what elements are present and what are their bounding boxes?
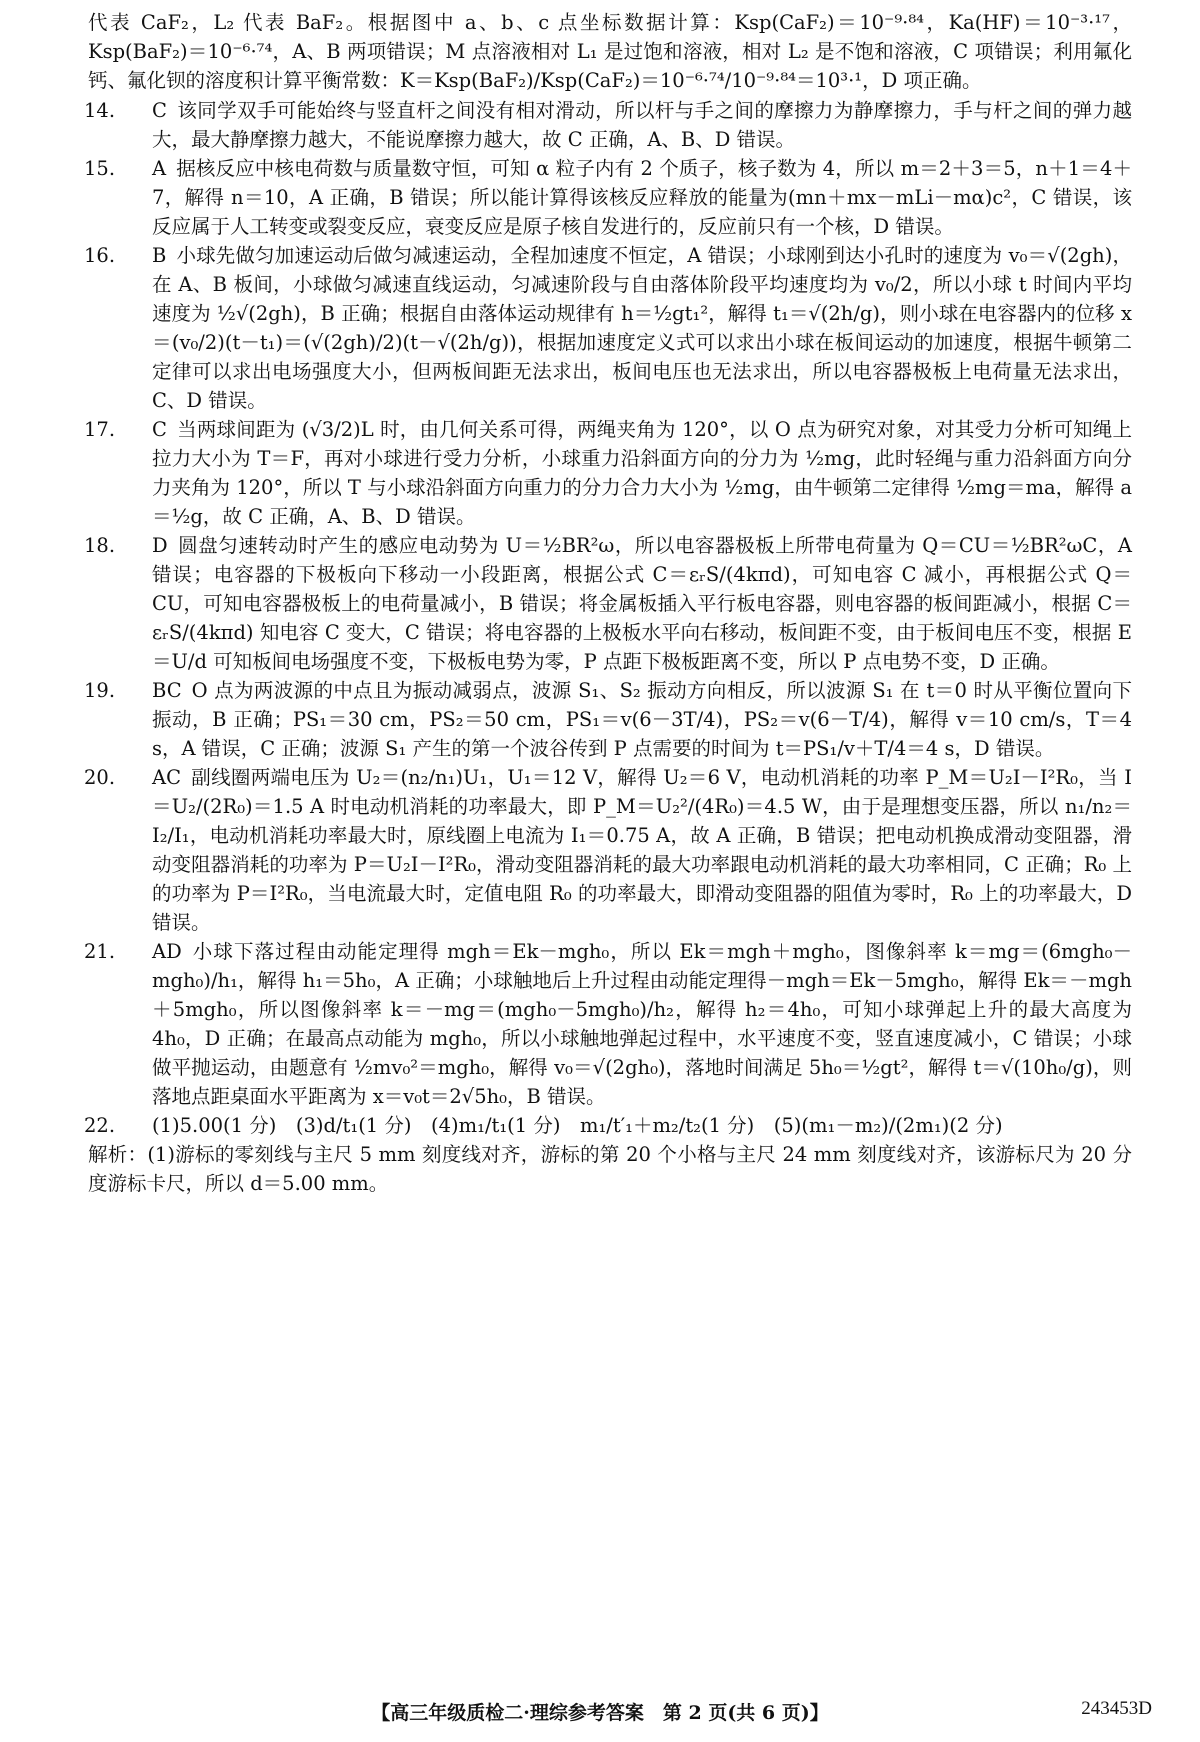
- item-text: 据核反应中核电荷数与质量数守恒，可知 α 粒子内有 2 个质子，核子数为 4，所以 m＝2＋3＝5，n＋1＝4＋7，解得 n＝10，A 正确，B 错误；所以能计算得该核反应释放的能量为(mn＋mx－mLi－mα)c²，C 错误，该反应属于人工转变或裂变反应，衰变反应是原子核自发进行的，反应前只有一个核，D 错误。: [152, 157, 1132, 238]
- answer-item-20: [84, 763, 1132, 937]
- answer-item-19: [84, 676, 1132, 763]
- item-body: [152, 154, 1132, 241]
- item-body: [152, 937, 1132, 1111]
- item-number: 15.: [84, 157, 116, 180]
- answer-item-14: [84, 96, 1132, 154]
- item-number: 19.: [84, 679, 116, 702]
- item-answer: AC: [152, 766, 182, 789]
- intro-paragraph: 代表 CaF₂，L₂ 代表 BaF₂。根据图中 a、b、c 点坐标数据计算：Ksp(CaF₂)＝10⁻⁹·⁸⁴，Ka(HF)＝10⁻³·¹⁷，Ksp(BaF₂)＝10⁻⁶·⁷⁴，A、B 两项错误；M 点溶液相对 L₁ 是过饱和溶液，相对 L₂ 是不饱和溶液，C 项错误；利用氟化钙、氟化钡的溶度积计算平衡常数：K＝Ksp(BaF₂)/Ksp(CaF₂)＝10⁻⁶·⁷⁴/10⁻⁹·⁸⁴＝10³·¹，D 项正确。: [88, 11, 1132, 92]
- item-text: 该同学双手可能始终与竖直杆之间没有相对滑动，所以杆与手之间的摩擦力为静摩擦力，手与杆之间的弹力越大，最大静摩擦力越大，不能说摩擦力越大，故 C 正确，A、B、D 错误。: [152, 99, 1132, 151]
- item-number: 21.: [84, 940, 116, 963]
- item-answer: B: [152, 244, 167, 267]
- item-body: [152, 676, 1132, 763]
- answer-item-21: [84, 937, 1132, 1111]
- footer-code: 243453D: [1081, 1698, 1152, 1719]
- item-body: [152, 96, 1132, 154]
- analysis-paragraph: 解析：(1)游标的零刻线与主尺 5 mm 刻度线对齐，游标的第 20 个小格与主尺 24 mm 刻度线对齐，该游标尺为 20 分度游标卡尺，所以 d＝5.00 mm。: [88, 1143, 1132, 1195]
- item-answer: C: [152, 99, 167, 122]
- item-text: 当两球间距为 (√3/2)L 时，由几何关系可得，两绳夹角为 120°，以 O 点为研究对象，对其受力分析可知绳上拉力大小为 T＝F，再对小球进行受力分析，小球重力沿斜面方向的分力为 ½mg，此时轻绳与重力沿斜面方向分力夹角为 120°，所以 T 与小球沿斜面方向重力的分力合力大小为 ½mg，由牛顿第二定律得 ½mg＝ma，解得 a＝½g，故 C 正确，A、B、D 错误。: [152, 418, 1132, 528]
- item-text: O 点为两波源的中点且为振动减弱点，波源 S₁、S₂ 振动方向相反，所以波源 S₁ 在 t＝0 时从平衡位置向下振动，B 正确；PS₁＝30 cm，PS₂＝50 cm，PS₁＝v(6－3T/4)，PS₂＝v(6－T/4)，解得 v＝10 cm/s，T＝4 s，A 错误，C 正确；波源 S₁ 产生的第一个波谷传到 P 点需要的时间为 t＝PS₁/v＋T/4＝4 s，D 错误。: [152, 679, 1132, 760]
- item-number: 18.: [84, 534, 116, 557]
- item-body: [152, 415, 1132, 531]
- item-number: 20.: [84, 766, 116, 789]
- item-body: [152, 241, 1132, 415]
- item-number: 16.: [84, 244, 116, 267]
- item-answer: BC: [152, 679, 182, 702]
- item-text: 小球先做匀加速运动后做匀减速运动，全程加速度不恒定，A 错误；小球刚到达小孔时的速度为 v₀＝√(2gh)，在 A、B 板间，小球做匀减速直线运动，匀减速阶段与自由落体阶段平均速度均为 v₀/2，所以小球 t 时间内平均速度为 ½√(2gh)，B 正确；根据自由落体运动规律有 h＝½gt₁²，解得 t₁＝√(2h/g)，则小球在电容器内的位移 x＝(v₀/2)(t－t₁)＝(√(2gh)/2)(t－√(2h/g))，根据加速度定义式可以求出小球在板间运动的加速度，根据牛顿第二定律可以求出电场强度大小，但两板间距无法求出，板间电压也无法求出，所以电容器极板上电荷量无法求出，C、D 错误。: [152, 244, 1132, 412]
- answer-item-22: [84, 1111, 1132, 1140]
- item-body: [152, 1111, 1132, 1140]
- item-answer: D: [152, 534, 168, 557]
- item-number: 22.: [84, 1114, 116, 1137]
- page-content: [84, 8, 1132, 1199]
- answer-item-18: [84, 531, 1132, 676]
- item-number: 14.: [84, 99, 116, 122]
- page-footer: [0, 1692, 1200, 1732]
- answer-item-15: [84, 154, 1132, 241]
- item-answer: AD: [152, 940, 182, 963]
- footer-title: 【高三年级质检二·理综参考答案 第 2 页(共 6 页)】: [371, 1702, 829, 1724]
- item-answer: C: [152, 418, 167, 441]
- answer-item-16: [84, 241, 1132, 415]
- item-number: 17.: [84, 418, 116, 441]
- item-answer: A: [152, 157, 167, 180]
- item-text: 圆盘匀速转动时产生的感应电动势为 U＝½BR²ω，所以电容器极板上所带电荷量为 Q＝CU＝½BR²ωC，A 错误；电容器的下极板向下移动一小段距离，根据公式 C＝εᵣS/(4kπd)，可知电容 C 减小，再根据公式 Q＝CU，可知电容器极板上的电荷量减小，B 错误；将金属板插入平行板电容器，则电容器的板间距减小，根据 C＝εᵣS/(4kπd) 知电容 C 变大，C 错误；将电容器的上极板水平向右移动，板间距不变，由于板间电压不变，根据 E＝U/d 可知板间电场强度不变，下极板电势为零，P 点距下极板距离不变，所以 P 点电势不变，D 正确。: [152, 534, 1132, 673]
- item-text: 副线圈两端电压为 U₂＝(n₂/n₁)U₁，U₁＝12 V，解得 U₂＝6 V，电动机消耗的功率 P_M＝U₂I－I²R₀，当 I＝U₂/(2R₀)＝1.5 A 时电动机消耗的功率最大，即 P_M＝U₂²/(4R₀)＝4.5 W，由于是理想变压器，所以 n₁/n₂＝I₂/I₁，电动机消耗功率最大时，原线圈上电流为 I₁＝0.75 A，故 A 正确，B 错误；把电动机换成滑动变阻器，滑动变阻器消耗的功率为 P＝U₂I－I²R₀，滑动变阻器消耗的最大功率跟电动机消耗的最大功率相同，C 正确；R₀ 上的功率为 P＝I²R₀，当电流最大时，定值电阻 R₀ 的功率最大，即滑动变阻器的阻值为零时，R₀ 上的功率最大，D 错误。: [152, 766, 1132, 934]
- item-text: (1)5.00(1 分) (3)d/t₁(1 分) (4)m₁/t₁(1 分) m₁/t′₁＋m₂/t₂(1 分) (5)(m₁－m₂)/(2m₁)(2 分): [152, 1114, 1003, 1137]
- item-body: [152, 763, 1132, 937]
- answer-item-17: [84, 415, 1132, 531]
- item-body: [152, 531, 1132, 676]
- item-text: 小球下落过程由动能定理得 mgh＝Ek－mgh₀，所以 Ek＝mgh＋mgh₀，图像斜率 k＝mg＝(6mgh₀－mgh₀)/h₁，解得 h₁＝5h₀，A 正确；小球触地后上升过程由动能定理得－mgh＝Ek－5mgh₀，解得 Ek＝－mgh＋5mgh₀，所以图像斜率 k＝－mg＝(mgh₀－5mgh₀)/h₂，解得 h₂＝4h₀，可知小球弹起上升的最大高度为 4h₀，D 正确；在最高点动能为 mgh₀，所以小球触地弹起过程中，水平速度不变，竖直速度减小，C 错误；小球做平抛运动，由题意有 ½mv₀²＝mgh₀，解得 v₀＝√(2gh₀)，落地时间满足 5h₀＝½gt²，解得 t＝√(10h₀/g)，则落地点距桌面水平距离为 x＝v₀t＝2√5h₀，B 错误。: [152, 940, 1132, 1108]
